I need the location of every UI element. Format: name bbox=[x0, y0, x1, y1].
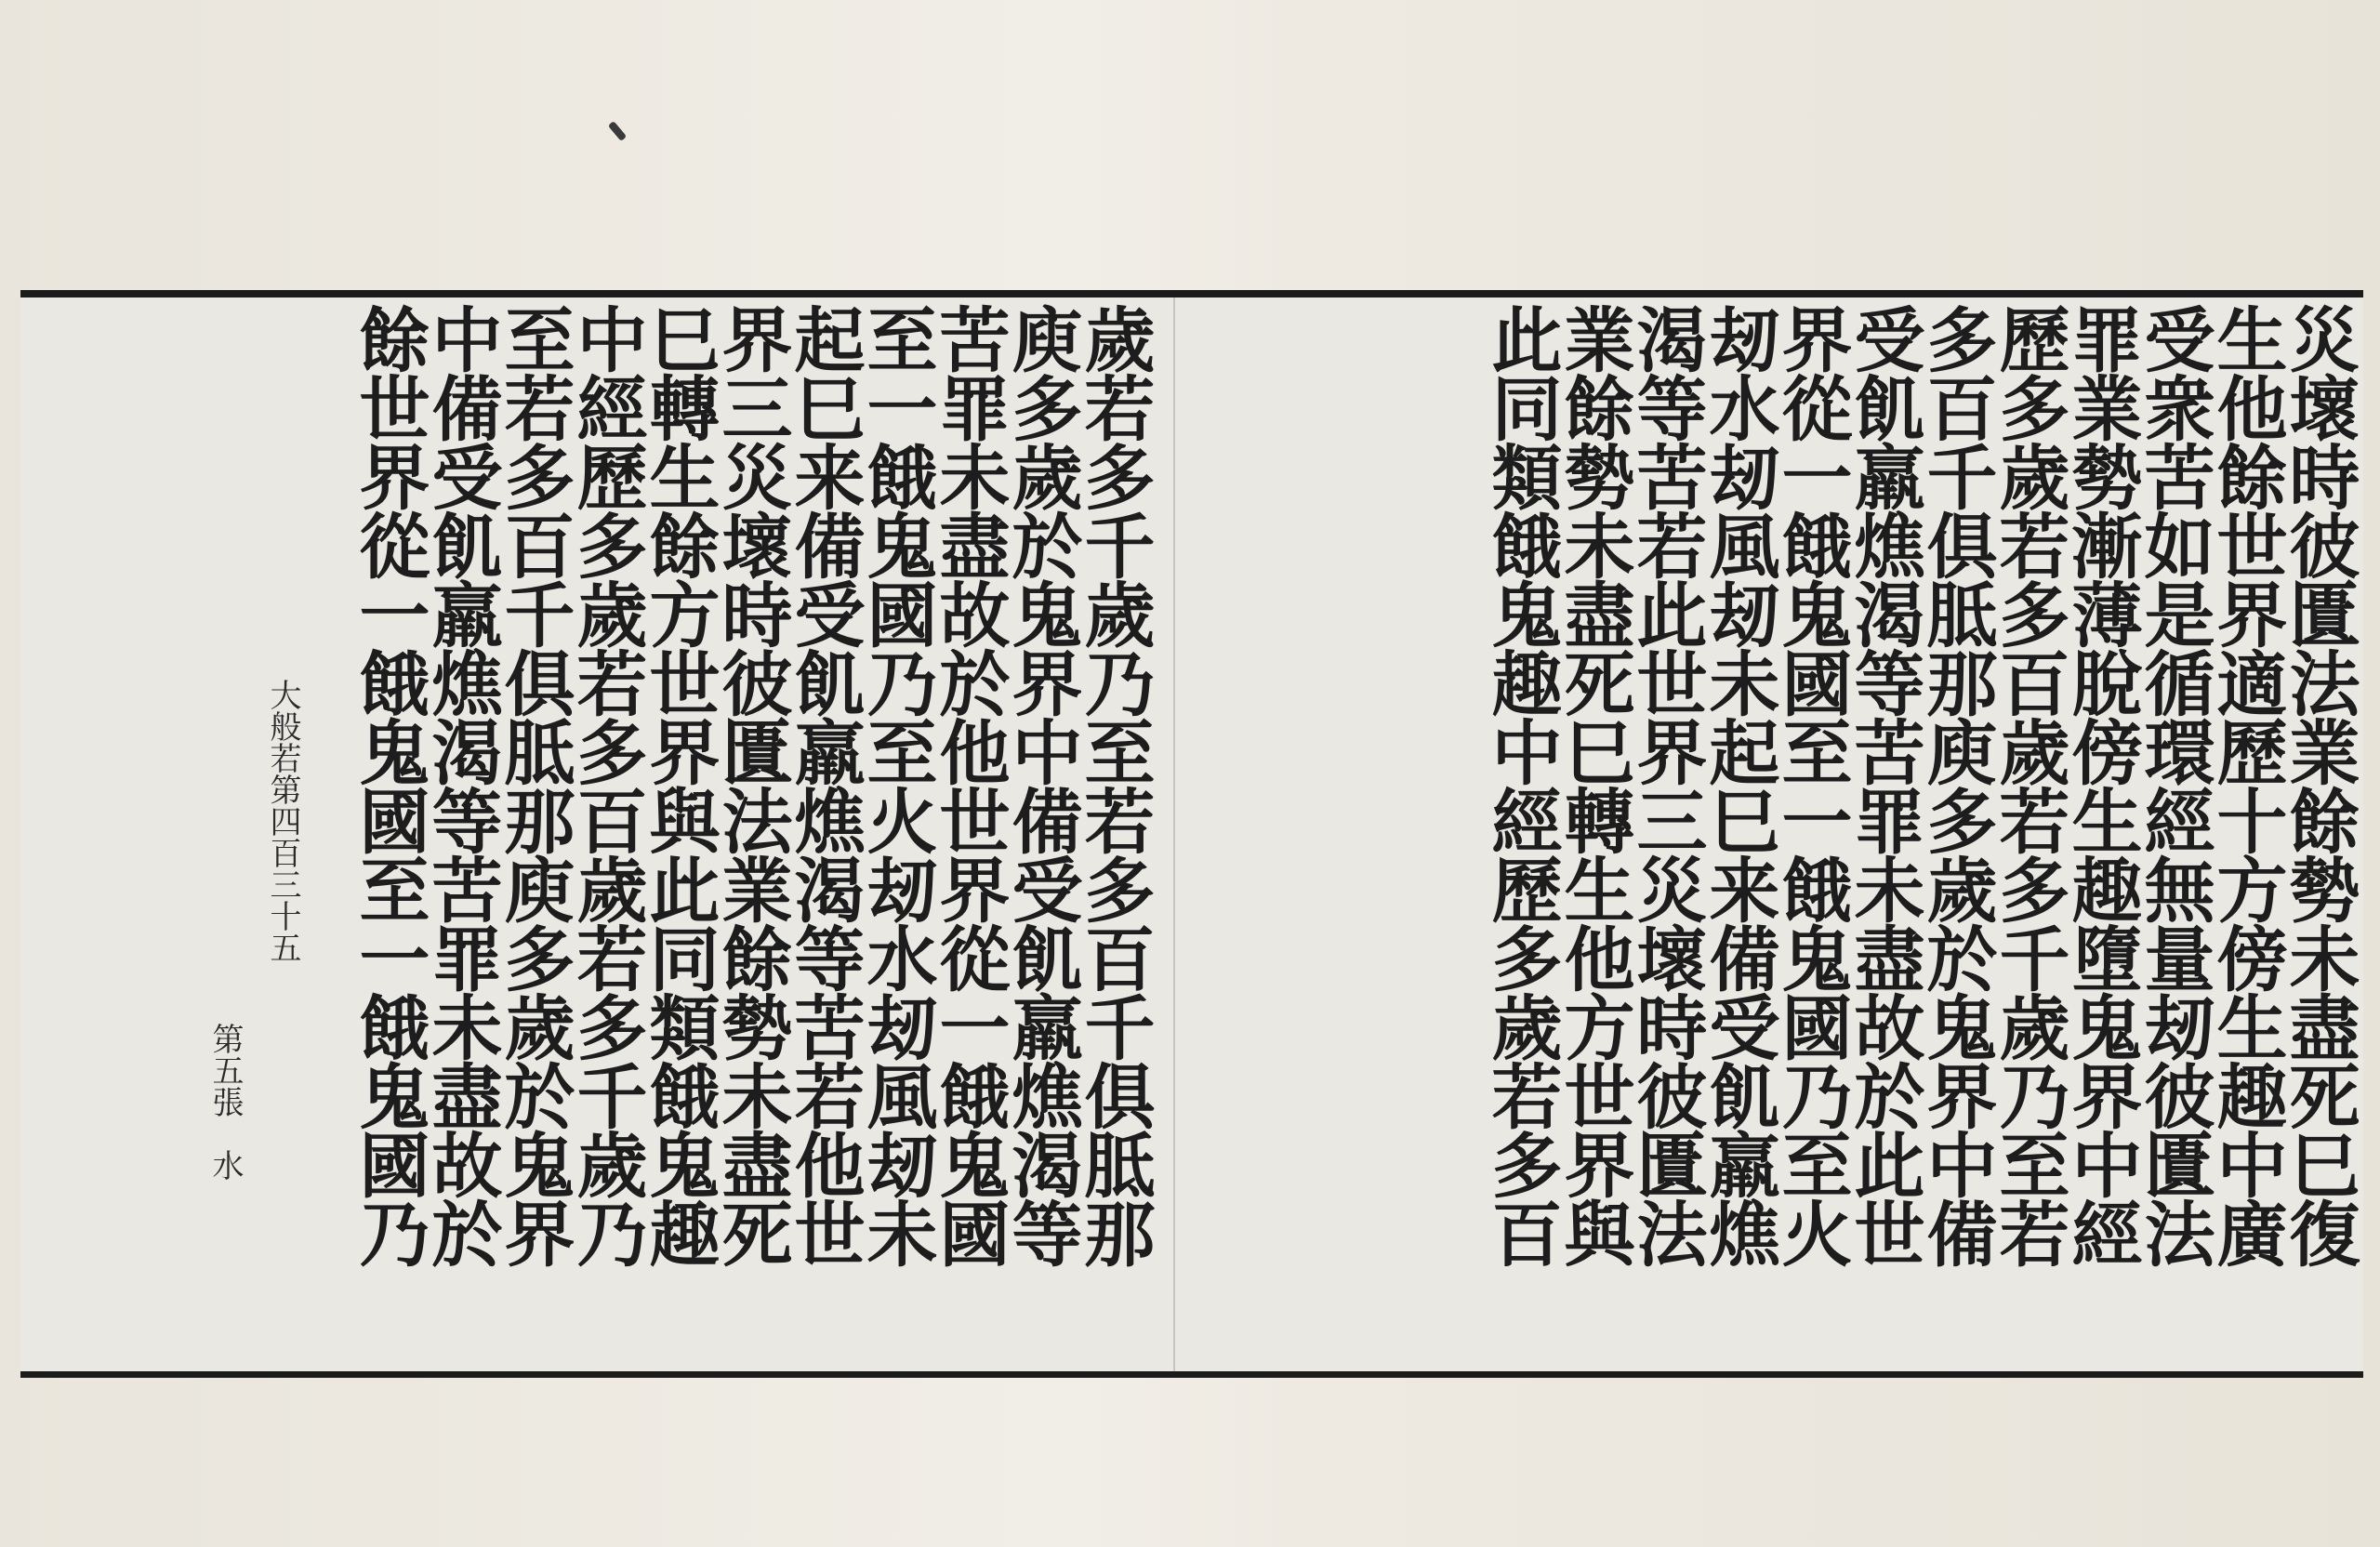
text-column-15: 苦罪未盡故於他世界從一餓鬼國 bbox=[928, 303, 1011, 1266]
text-column-16: 至一餓鬼國乃至火刼水刼風刼未 bbox=[855, 303, 938, 1266]
text-column-18: 界三災壞時彼匱法業餘勢未盡死 bbox=[710, 303, 793, 1266]
text-column-19: 巳轉生餘方世界與此同類餓鬼趣 bbox=[638, 303, 721, 1266]
text-column-12: 此同類餓鬼趣中經歷多歲若多百 bbox=[1480, 303, 1563, 1266]
text-column-20: 中經歷多歲若多百歲若多千歲乃 bbox=[565, 303, 648, 1266]
text-column-8: 界從一餓鬼國至一餓鬼國乃至火 bbox=[1770, 303, 1853, 1266]
text-column-5: 歷多歲若多百歲若多千歲乃至若 bbox=[1988, 303, 2070, 1266]
text-column-3: 受衆苦如是循環經無量刼彼匱法 bbox=[2133, 303, 2215, 1266]
ink-smudge bbox=[608, 121, 627, 141]
text-column-11: 業餘勢未盡死巳轉生他方世界與 bbox=[1553, 303, 1635, 1266]
margin-title: 大般若第四百三十五 bbox=[264, 679, 301, 963]
text-column-23: 餘世界從一餓鬼國至一餓鬼國乃 bbox=[348, 303, 430, 1266]
text-column-2: 生他餘世界適歷十方傍生趣中廣 bbox=[2205, 303, 2288, 1266]
text-column-13: 歲若多千歲乃至若多百千俱胝那 bbox=[1073, 303, 1156, 1266]
text-column-10: 渴等苦若此世界三災壞時彼匱法 bbox=[1625, 303, 1708, 1266]
text-column-9: 刼水刼風刼未起巳来備受飢羸燋 bbox=[1698, 303, 1780, 1266]
text-column-6: 多百千俱胝那庾多歲於鬼界中備 bbox=[1915, 303, 1998, 1266]
center-fold-line bbox=[1173, 298, 1175, 1371]
text-column-14: 庾多歲於鬼界中備受飢羸燋渴等 bbox=[1000, 303, 1083, 1266]
text-column-7: 受飢羸燋渴等苦罪未盡故於此世 bbox=[1843, 303, 1925, 1266]
woodblock-print bbox=[20, 290, 2363, 1378]
margin-folio: 第五張 水 bbox=[206, 1023, 244, 1181]
text-column-21: 至若多百千俱胝那庾多歲於鬼界 bbox=[493, 303, 575, 1266]
text-column-17: 起巳来備受飢羸燋渴等苦若他世 bbox=[783, 303, 866, 1266]
text-column-4: 罪業勢漸薄脫傍生趣墮鬼界中經 bbox=[2060, 303, 2143, 1266]
text-column-1: 災壞時彼匱法業餘勢未盡死巳復 bbox=[2278, 303, 2360, 1266]
text-column-22: 中備受飢羸燋渴等苦罪未盡故於 bbox=[420, 303, 503, 1266]
